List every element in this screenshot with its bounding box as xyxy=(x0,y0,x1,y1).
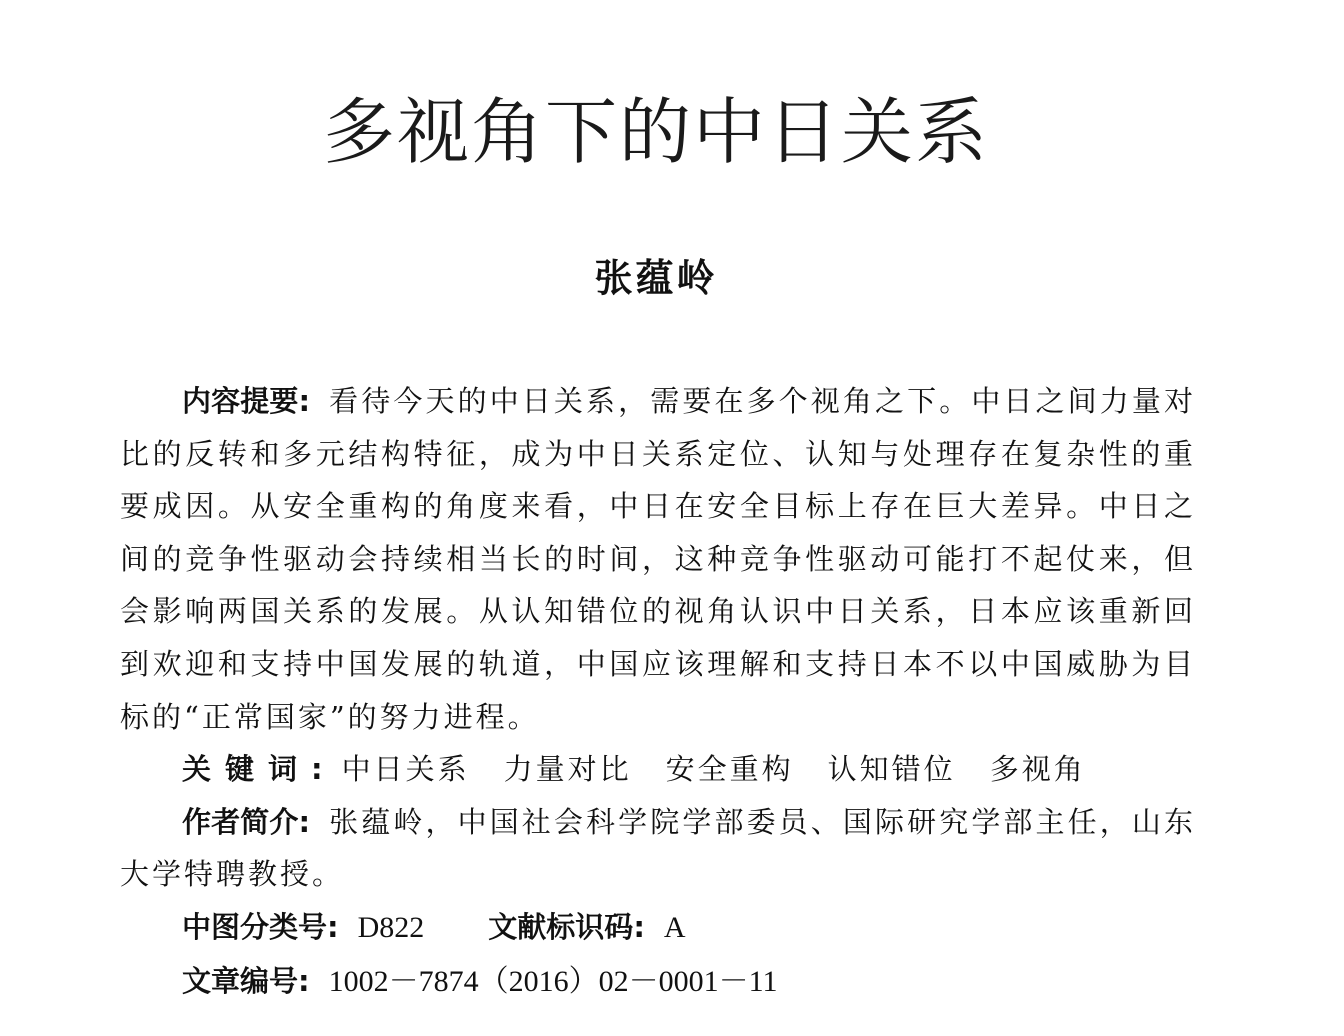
author-intro-colon: : xyxy=(298,804,314,839)
clc-value: D822 xyxy=(357,910,425,944)
keyword-item: 多视角 xyxy=(989,752,1086,787)
author-name: 张蕴岭 xyxy=(594,255,718,300)
doc-code-value: A xyxy=(663,910,686,944)
clc-label: 中图分类号 xyxy=(182,909,328,944)
keyword-item: 安全重构 xyxy=(665,752,794,787)
keyword-item: 中日关系 xyxy=(341,752,470,787)
article-number-colon: : xyxy=(298,963,313,998)
article-number-value: 1002－7874（2016）02－0001－11 xyxy=(328,964,778,998)
keywords-label: 关键词 xyxy=(182,752,312,787)
doc-code-colon: : xyxy=(633,909,648,944)
article-number-line xyxy=(120,955,1196,1009)
keywords-paragraph xyxy=(120,743,1196,796)
article-number-label: 文章编号 xyxy=(182,963,299,998)
clc-colon: : xyxy=(327,909,342,944)
abstract-label: 内容提要 xyxy=(182,384,299,418)
author-intro-label: 作者简介 xyxy=(182,804,299,839)
keywords-colon: : xyxy=(311,752,326,787)
abstract-paragraph xyxy=(120,375,1196,743)
author-intro-text: 张蕴岭，中国社会科学院学部委员、国际研究学部主任，山东大学特聘教授。 xyxy=(120,804,1196,892)
classification-line xyxy=(120,901,1196,955)
paper-title: 多视角下的中日关系 xyxy=(322,90,989,174)
abstract-text: 看待今天的中日关系，需要在多个视角之下。中日之间力量对比的反转和多元结构特征，成为中日关系定位、认知与处理存在复杂性的重要成因。从安全重构的角度来看，中日在安全目标上存在巨大差异。中日之间的竞争性驱动会持续相当长的时间，这种竞争性驱动可能打不起仗来，但会影响两国关系的发展。从认知错位的视角认识中日关系，日本应该重新回到欢迎和支持中国发展的轨道，中国应该理解和支持日本不以中国威胁为目标的“正常国家”的努力进程。 xyxy=(120,384,1196,734)
abstract-colon: : xyxy=(298,384,314,418)
author-intro-paragraph xyxy=(120,796,1196,901)
keyword-item: 力量对比 xyxy=(503,752,632,787)
doc-code-label: 文献标识码 xyxy=(488,909,634,944)
keyword-item: 认知错位 xyxy=(827,752,956,787)
paper-front-matter xyxy=(120,375,1196,1008)
